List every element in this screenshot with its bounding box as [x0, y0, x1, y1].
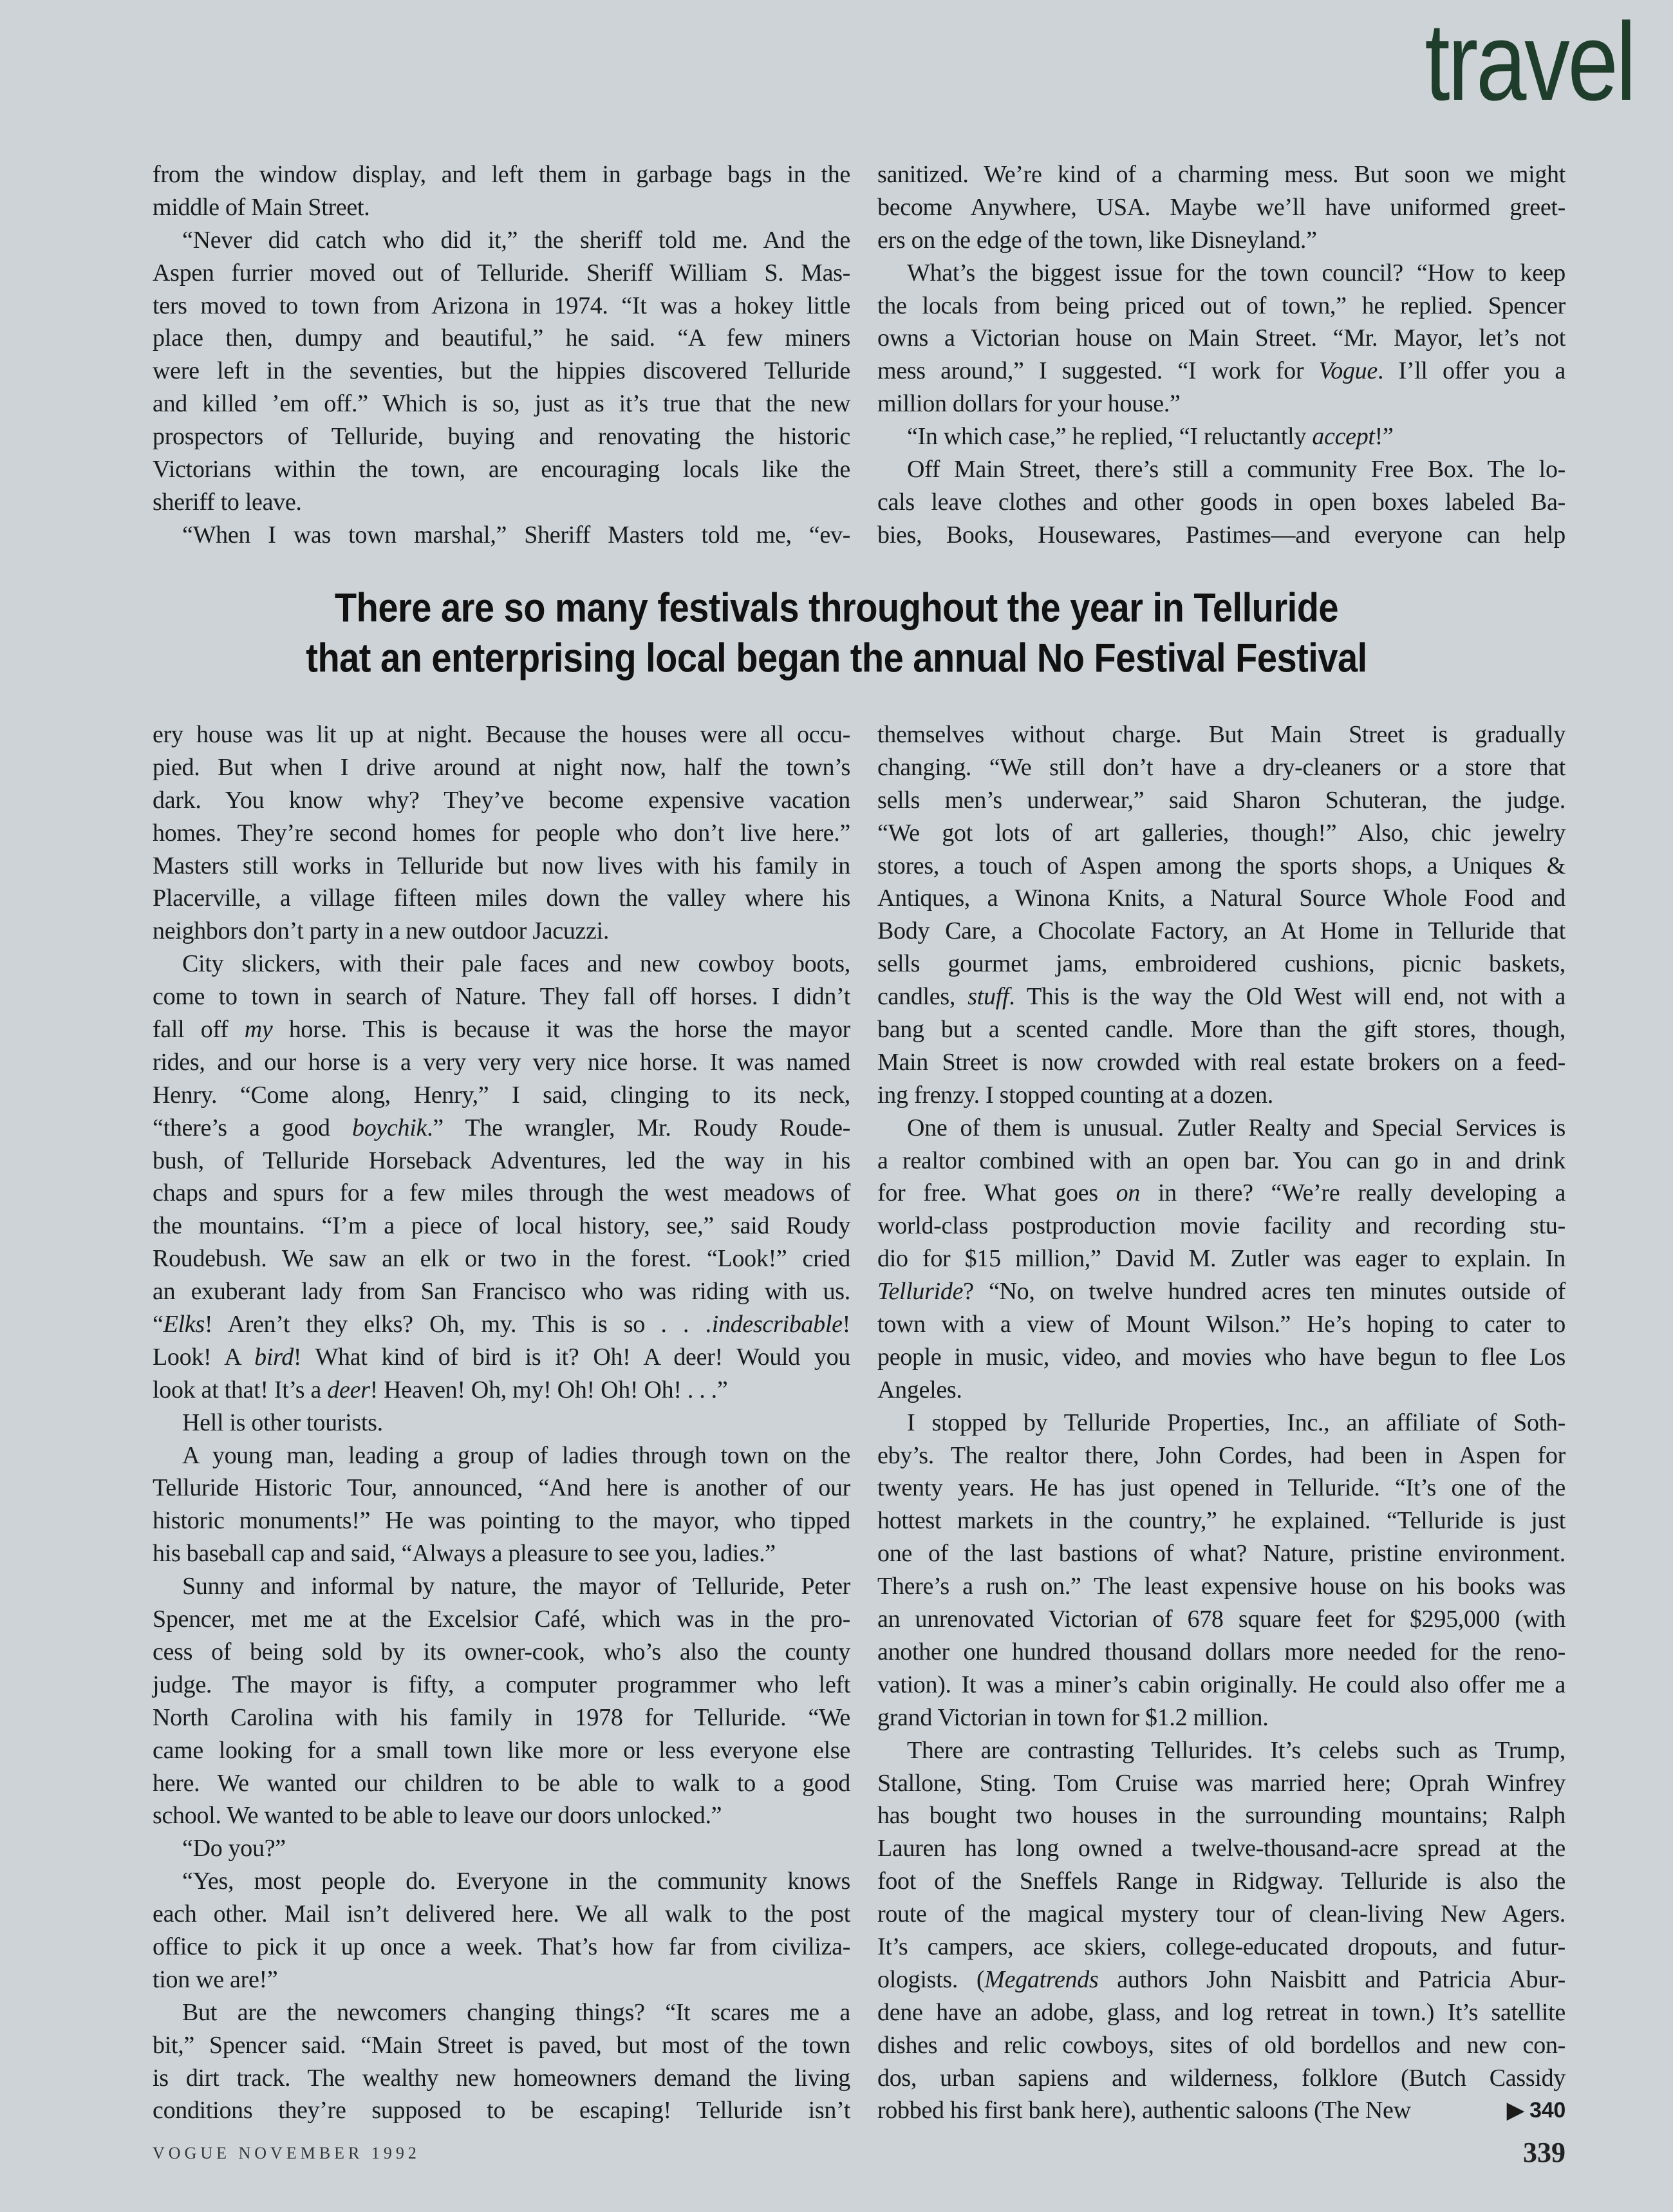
text-run: ers on the edge of the town, like Disneyland.” [877, 226, 1317, 254]
text-run: “In which case,” he replied, “I reluctantly [907, 423, 1313, 451]
text-run: Angeles. [877, 1376, 962, 1403]
paragraph [153, 519, 850, 552]
text-run: Body Care, a Chocolate Factory, an At Home in Telluride that [877, 917, 1566, 945]
paragraph [877, 1734, 1566, 2128]
text-line [153, 158, 850, 191]
text-line [877, 1504, 1566, 1537]
text-run: City slickers, with their pale faces and new cowboy boots, [182, 950, 850, 978]
text-line [153, 1996, 850, 2029]
text-run: look at that! It’s a [153, 1376, 328, 1403]
text-run: dio for $15 million,” David M. Zutler was eager to explain. In [877, 1245, 1566, 1273]
text-line [877, 1407, 1566, 1439]
text-run: One of them is unusual. Zutler Realty and Special Services is [907, 1114, 1566, 1141]
paragraph [153, 1832, 850, 1865]
text-line [877, 1931, 1566, 1964]
text-run: A young man, leading a group of ladies through town on the [182, 1441, 850, 1469]
text-line [153, 257, 850, 290]
text-run: !” [1374, 423, 1394, 451]
text-line [153, 1242, 850, 1275]
text-run: and killed ’em off.” Which is so, just as it’s true that the new [153, 390, 850, 418]
text-line [153, 817, 850, 850]
text-line [877, 1177, 1566, 1210]
text-line [153, 980, 850, 1013]
text-line [877, 1799, 1566, 1832]
text-line [153, 290, 850, 323]
text-run: “there’s a good [153, 1114, 353, 1141]
text-run: I stopped by Telluride Properties, Inc., an affiliate of Soth- [907, 1409, 1566, 1436]
text-line [877, 882, 1566, 915]
text-line [153, 486, 850, 519]
text-run: rides, and our horse is a very very very nice horse. It was named [153, 1048, 850, 1076]
text-line [153, 1603, 850, 1636]
italic-text-run: deer [327, 1376, 370, 1403]
text-run: changing. “We still don’t have a dry-cleaners or a store that [877, 753, 1566, 781]
text-run: become Anywhere, USA. Maybe we’ll have uniformed greet- [877, 193, 1566, 221]
text-run: ing frenzy. I stopped counting at a dozen. [877, 1081, 1273, 1109]
text-run: homes. They’re second homes for people who don’t live here.” [153, 819, 850, 847]
text-run: foot of the Sneffels Range in Ridgway. Telluride is also the [877, 1868, 1566, 1895]
text-line [877, 2094, 1566, 2127]
text-run: What’s the biggest issue for the town council? “How to keep [907, 259, 1566, 286]
paragraph [153, 718, 850, 948]
text-run: hottest markets in the country,” he explained. “Telluride is just [877, 1507, 1566, 1535]
italic-text-run: Telluride [877, 1278, 964, 1306]
text-run: ! What kind of bird is it? Oh! A deer! Would you [293, 1343, 850, 1371]
text-line [153, 1964, 850, 1996]
text-run: It’s campers, ace skiers, college-educated dropouts, and futur- [877, 1933, 1566, 1960]
text-line [153, 1669, 850, 1701]
text-run: authors John Naisbitt and Patricia Abur- [1098, 1965, 1566, 1993]
italic-text-run: my [244, 1016, 273, 1044]
text-run: mess around,” I suggested. “I work for [877, 357, 1319, 385]
text-run: There’s a rush on.” The least expensive house on his books was [877, 1573, 1566, 1600]
text-run: the mountains. “I’m a piece of local history, see,” said Roudy [153, 1212, 850, 1240]
text-run: is dirt track. The wealthy new homeowners demand the living [153, 2064, 850, 2092]
text-line [153, 453, 850, 486]
text-run: Roudebush. We saw an elk or two in the forest. “Look!” cried [153, 1245, 850, 1273]
text-line [153, 1734, 850, 1767]
text-line [877, 388, 1566, 420]
text-run: bang but a scented candle. More than the gift stores, though, [877, 1016, 1566, 1044]
text-run: Hell is other tourists. [182, 1409, 383, 1436]
text-run: eby’s. The realtor there, John Cordes, had been in Aspen for [877, 1441, 1566, 1469]
text-line [153, 2094, 850, 2127]
text-line [877, 191, 1566, 224]
text-run: sells gourmet jams, embroidered cushions, picnic baskets, [877, 950, 1566, 978]
paragraph [153, 1407, 850, 1439]
text-line [153, 1439, 850, 1472]
text-line [877, 1112, 1566, 1145]
text-run: Henry. “Come along, Henry,” I said, clinging to its neck, [153, 1081, 850, 1109]
text-run: “Never did catch who did it,” the sheriff told me. And the [182, 226, 850, 254]
column-bottom-right [877, 718, 1566, 2127]
text-line [877, 1275, 1566, 1308]
text-run: bush, of Telluride Horseback Adventures, led the way in his [153, 1147, 850, 1174]
text-run: ! [842, 1311, 851, 1338]
text-run: an exuberant lady from San Francisco who was riding with us. [153, 1278, 850, 1306]
text-run: chaps and spurs for a few miles through the west meadows of [153, 1179, 850, 1207]
text-run: here. We wanted our children to be able to walk to a good [153, 1769, 850, 1797]
text-line [877, 486, 1566, 519]
text-line [153, 224, 850, 257]
text-run: robbed his first bank here), authentic saloons (The New [877, 2097, 1411, 2124]
text-run: school. We wanted to be able to leave our doors unlocked.” [153, 1802, 722, 1830]
italic-text-run: Vogue [1318, 357, 1378, 385]
text-line [877, 1832, 1566, 1865]
text-run: stores, a touch of Aspen among the sports shops, a Uniques & [877, 852, 1566, 879]
text-line [877, 817, 1566, 850]
text-line [877, 519, 1566, 552]
text-run: bies, Books, Housewares, Pastimes—and everyone can help [877, 521, 1566, 548]
text-run: Aspen furrier moved out of Telluride. Sheriff William S. Mas- [153, 259, 850, 286]
text-line [877, 1865, 1566, 1898]
text-line [877, 257, 1566, 290]
italic-text-run: Elks [163, 1311, 205, 1338]
text-run: North Carolina with his family in 1978 for Telluride. “We [153, 1703, 850, 1731]
text-line [153, 850, 850, 883]
text-run: Main Street is now crowded with real estate brokers on a feed- [877, 1048, 1566, 1076]
text-run: has bought two houses in the surrounding mountains; Ralph [877, 1802, 1566, 1830]
text-run: vation). It was a miner’s cabin originally. He could also offer me a [877, 1671, 1566, 1698]
text-run: “Yes, most people do. Everyone in the community knows [182, 1868, 850, 1895]
text-line [877, 420, 1566, 453]
text-line [877, 2029, 1566, 2062]
text-line [153, 388, 850, 420]
text-run: Look! A [153, 1343, 255, 1371]
text-run: neighbors don’t party in a new outdoor Jacuzzi. [153, 917, 610, 945]
text-run: twenty years. He has just opened in Telluride. “It’s one of the [877, 1474, 1566, 1502]
text-line [877, 355, 1566, 388]
text-run: pied. But when I drive around at night now, half the town’s [153, 753, 850, 781]
text-run: Telluride Historic Tour, announced, “And here is another of our [153, 1474, 850, 1502]
text-line [153, 915, 850, 948]
italic-text-run: on [1116, 1179, 1141, 1207]
text-line [877, 1079, 1566, 1112]
text-line [153, 1537, 850, 1570]
text-run: dos, urban sapiens and wilderness, folklore (Butch Cassidy [877, 2064, 1566, 2092]
text-run: grand Victorian in town for $1.2 million. [877, 1703, 1269, 1731]
pull-quote-line: There are so many festivals throughout the year in Telluride [334, 585, 1339, 630]
italic-text-run: bird [254, 1343, 294, 1371]
text-line [877, 718, 1566, 751]
page-number: 339 [1523, 2137, 1566, 2168]
text-run: were left in the seventies, but the hippies discovered Telluride [153, 357, 850, 385]
text-line [153, 751, 850, 784]
text-run: Placerville, a village fifteen miles down the valley where his [153, 885, 850, 912]
text-run: another one hundred thousand dollars more needed for the reno- [877, 1638, 1566, 1665]
text-line [153, 1799, 850, 1832]
text-run: place then, dumpy and beautiful,” he said. “A few miners [153, 324, 850, 352]
text-run: bit,” Spencer said. “Main Street is paved, but most of the town [153, 2031, 850, 2059]
text-line [877, 1734, 1566, 1767]
text-line [877, 158, 1566, 191]
paragraph [877, 1112, 1566, 1407]
text-line [153, 1407, 850, 1439]
paragraph [153, 1570, 850, 1832]
text-run: “We got lots of art galleries, though!” Also, chic jewelry [877, 819, 1566, 847]
text-line [877, 1210, 1566, 1242]
text-run: Sunny and informal by nature, the mayor of Telluride, Peter [182, 1573, 850, 1600]
text-run: dark. You know why? They’ve become expensive vacation [153, 786, 850, 814]
text-line [877, 453, 1566, 486]
text-line [153, 1046, 850, 1079]
continued-on-page-link[interactable]: ▶ 340 [1507, 2098, 1566, 2123]
text-line [153, 1865, 850, 1898]
column-bottom-left [153, 718, 850, 2127]
text-run: “Do you?” [182, 1835, 286, 1862]
text-line [153, 1636, 850, 1669]
text-line [153, 1112, 850, 1145]
text-line [153, 1374, 850, 1407]
text-run: come to town in search of Nature. They fall off horses. I didn’t [153, 983, 850, 1011]
paragraph [153, 158, 850, 224]
text-run: dishes and relic cowboys, sites of old bordellos and new con- [877, 2031, 1566, 2059]
italic-text-run: . . .indescribable [644, 1311, 843, 1338]
text-run: sheriff to leave. [153, 488, 302, 516]
text-line [153, 948, 850, 980]
text-run: horse. This is because it was the horse the mayor [272, 1016, 850, 1044]
text-run: Victorians within the town, are encouraging locals like the [153, 456, 850, 483]
text-line [877, 322, 1566, 355]
text-run: fall off [153, 1016, 245, 1044]
text-line [153, 882, 850, 915]
text-run: .” The wrangler, Mr. Roudy Roude- [427, 1114, 850, 1141]
paragraph [153, 1996, 850, 2128]
paragraph [877, 1407, 1566, 1734]
text-line [877, 1537, 1566, 1570]
italic-text-run: accept [1312, 423, 1375, 451]
text-line [153, 1079, 850, 1112]
text-line [877, 2062, 1566, 2095]
text-run: ? “No, on twelve hundred acres ten minutes outside of [963, 1278, 1566, 1306]
text-line [153, 1210, 850, 1242]
paragraph [877, 453, 1566, 552]
text-run: world-class postproduction movie facility and recording stu- [877, 1212, 1566, 1240]
text-line [877, 751, 1566, 784]
text-line [877, 1145, 1566, 1177]
text-run: the locals from being priced out of town,” he replied. Spencer [877, 292, 1566, 319]
text-run: . I’ll offer you a [1377, 357, 1566, 385]
text-line [877, 1242, 1566, 1275]
text-line [153, 519, 850, 552]
italic-text-run: boychik [352, 1114, 427, 1141]
text-line [877, 1308, 1566, 1341]
text-line [877, 1013, 1566, 1046]
italic-text-run: Megatrends [984, 1965, 1099, 1993]
text-line [153, 1701, 850, 1734]
text-run: ologists. ( [877, 1965, 985, 1993]
pull-quote [0, 583, 1673, 683]
text-line [877, 290, 1566, 323]
text-line [153, 1341, 850, 1374]
text-run: for free. What goes [877, 1179, 1116, 1207]
text-line [153, 2062, 850, 2095]
text-run: candles, [877, 983, 968, 1011]
text-run: people in music, video, and movies who have begun to flee Los [877, 1343, 1566, 1371]
text-run: middle of Main Street. [153, 193, 370, 221]
text-run: judge. The mayor is fifty, a computer programmer who left [153, 1671, 850, 1698]
text-run: each other. Mail isn’t delivered here. We all walk to the post [153, 1900, 850, 1928]
text-run: sells men’s underwear,” said Sharon Schuteran, the judge. [877, 786, 1566, 814]
text-line [877, 1898, 1566, 1931]
paragraph [153, 224, 850, 519]
text-run: town with a view of Mount Wilson.” He’s hoping to cater to [877, 1311, 1566, 1338]
text-run: ery house was lit up at night. Because the houses were all occu- [153, 721, 850, 748]
paragraph [153, 948, 850, 1406]
text-run: . This is the way the Old West will end, not with a [1009, 983, 1566, 1011]
text-line [877, 224, 1566, 257]
text-line [877, 1669, 1566, 1701]
paragraph [877, 420, 1566, 453]
text-line [153, 1308, 850, 1341]
footer-magazine-issue: VOGUE NOVEMBER 1992 [153, 2144, 420, 2162]
text-line [153, 1177, 850, 1210]
text-run: one of the last bastions of what? Nature, pristine environment. [877, 1540, 1566, 1568]
text-run: tion we are!” [153, 1965, 278, 1993]
text-run: Masters still works in Telluride but now lives with his family in [153, 852, 850, 879]
text-line [877, 784, 1566, 817]
text-line [153, 1275, 850, 1308]
pull-quote-line: that an enterprising local began the annual No Festival Festival [306, 635, 1367, 680]
text-run: from the window display, and left them in garbage bags in the [153, 161, 850, 188]
text-run: in there? “We’re really developing a [1140, 1179, 1566, 1207]
text-line [877, 915, 1566, 948]
text-run: million dollars for your house.” [877, 390, 1181, 418]
text-run: conditions they’re supposed to be escaping! Telluride isn’t [153, 2097, 850, 2124]
text-line [153, 1013, 850, 1046]
text-run: a realtor combined with an open bar. You can go in and drink [877, 1147, 1566, 1174]
text-line [153, 1570, 850, 1603]
text-line [877, 1636, 1566, 1669]
text-run: cess of being sold by its owner-cook, who’s also the county [153, 1638, 850, 1665]
text-run: ! Heaven! Oh, my! Oh! Oh! Oh! . . .” [369, 1376, 728, 1403]
text-line [153, 2029, 850, 2062]
text-run: prospectors of Telluride, buying and renovating the historic [153, 423, 850, 451]
text-run: historic monuments!” He was pointing to the mayor, who tipped [153, 1507, 850, 1535]
text-line [877, 1964, 1566, 1996]
text-run: Off Main Street, there’s still a community Free Box. The lo- [907, 456, 1566, 483]
text-run: came looking for a small town like more or less everyone else [153, 1736, 850, 1764]
text-run: “ [153, 1311, 164, 1338]
paragraph [153, 1865, 850, 1996]
text-run: ters moved to town from Arizona in 1974. “It was a hokey little [153, 292, 850, 319]
text-line [877, 980, 1566, 1013]
text-line [877, 1996, 1566, 2029]
text-run: route of the magical mystery tour of clean-living New Agers. [877, 1900, 1566, 1928]
text-line [877, 1603, 1566, 1636]
text-line [877, 1767, 1566, 1800]
text-line [153, 1767, 850, 1800]
paragraph [153, 1439, 850, 1571]
text-run: There are contrasting Tellurides. It’s celebs such as Trump, [907, 1736, 1566, 1764]
text-line [877, 1472, 1566, 1504]
text-run: sanitized. We’re kind of a charming mess. But soon we might [877, 161, 1566, 188]
column-top-right [877, 158, 1566, 552]
paragraph [877, 158, 1566, 257]
text-run: office to pick it up once a week. That’s how far from civiliza- [153, 1933, 850, 1960]
text-line [153, 355, 850, 388]
text-line [877, 948, 1566, 980]
text-line [153, 1931, 850, 1964]
text-line [877, 1701, 1566, 1734]
text-line [877, 1046, 1566, 1079]
text-line [877, 1570, 1566, 1603]
text-run: dene have an adobe, glass, and log retreat in town.) It’s satellite [877, 1998, 1566, 2026]
text-line [877, 1341, 1566, 1374]
text-run: his baseball cap and said, “Always a pleasure to see you, ladies.” [153, 1540, 776, 1568]
text-line [153, 1472, 850, 1504]
text-line [153, 420, 850, 453]
text-run: Lauren has long owned a twelve-thousand-acre spread at the [877, 1835, 1566, 1862]
text-run: ! Aren’t they elks? Oh, my. This is so [204, 1311, 645, 1338]
text-line [153, 784, 850, 817]
text-run: an unrenovated Victorian of 678 square feet for $295,000 (with [877, 1606, 1566, 1633]
text-run: Spencer, met me at the Excelsior Café, which was in the pro- [153, 1606, 850, 1633]
text-run: Antiques, a Winona Knits, a Natural Source Whole Food and [877, 885, 1566, 912]
text-run: But are the newcomers changing things? “It scares me a [182, 1998, 850, 2026]
text-line [877, 1374, 1566, 1407]
text-line [877, 1439, 1566, 1472]
text-run: cals leave clothes and other goods in open boxes labeled Ba- [877, 488, 1566, 516]
paragraph [877, 257, 1566, 420]
text-line [153, 1145, 850, 1177]
section-tag-travel: travel [1425, 0, 1634, 124]
column-top-left [153, 158, 850, 552]
text-run: owns a Victorian house on Main Street. “Mr. Mayor, let’s not [877, 324, 1566, 352]
text-line [153, 1832, 850, 1865]
text-run: themselves without charge. But Main Street is gradually [877, 721, 1566, 748]
text-run: “When I was town marshal,” Sheriff Masters told me, “ev- [182, 521, 850, 548]
text-line [877, 850, 1566, 883]
text-run: Stallone, Sting. Tom Cruise was married here; Oprah Winfrey [877, 1769, 1566, 1797]
text-line [153, 1898, 850, 1931]
text-line [153, 1504, 850, 1537]
italic-text-run: stuff [967, 983, 1009, 1011]
text-line [153, 191, 850, 224]
paragraph [877, 718, 1566, 1112]
text-line [153, 322, 850, 355]
text-line [153, 718, 850, 751]
